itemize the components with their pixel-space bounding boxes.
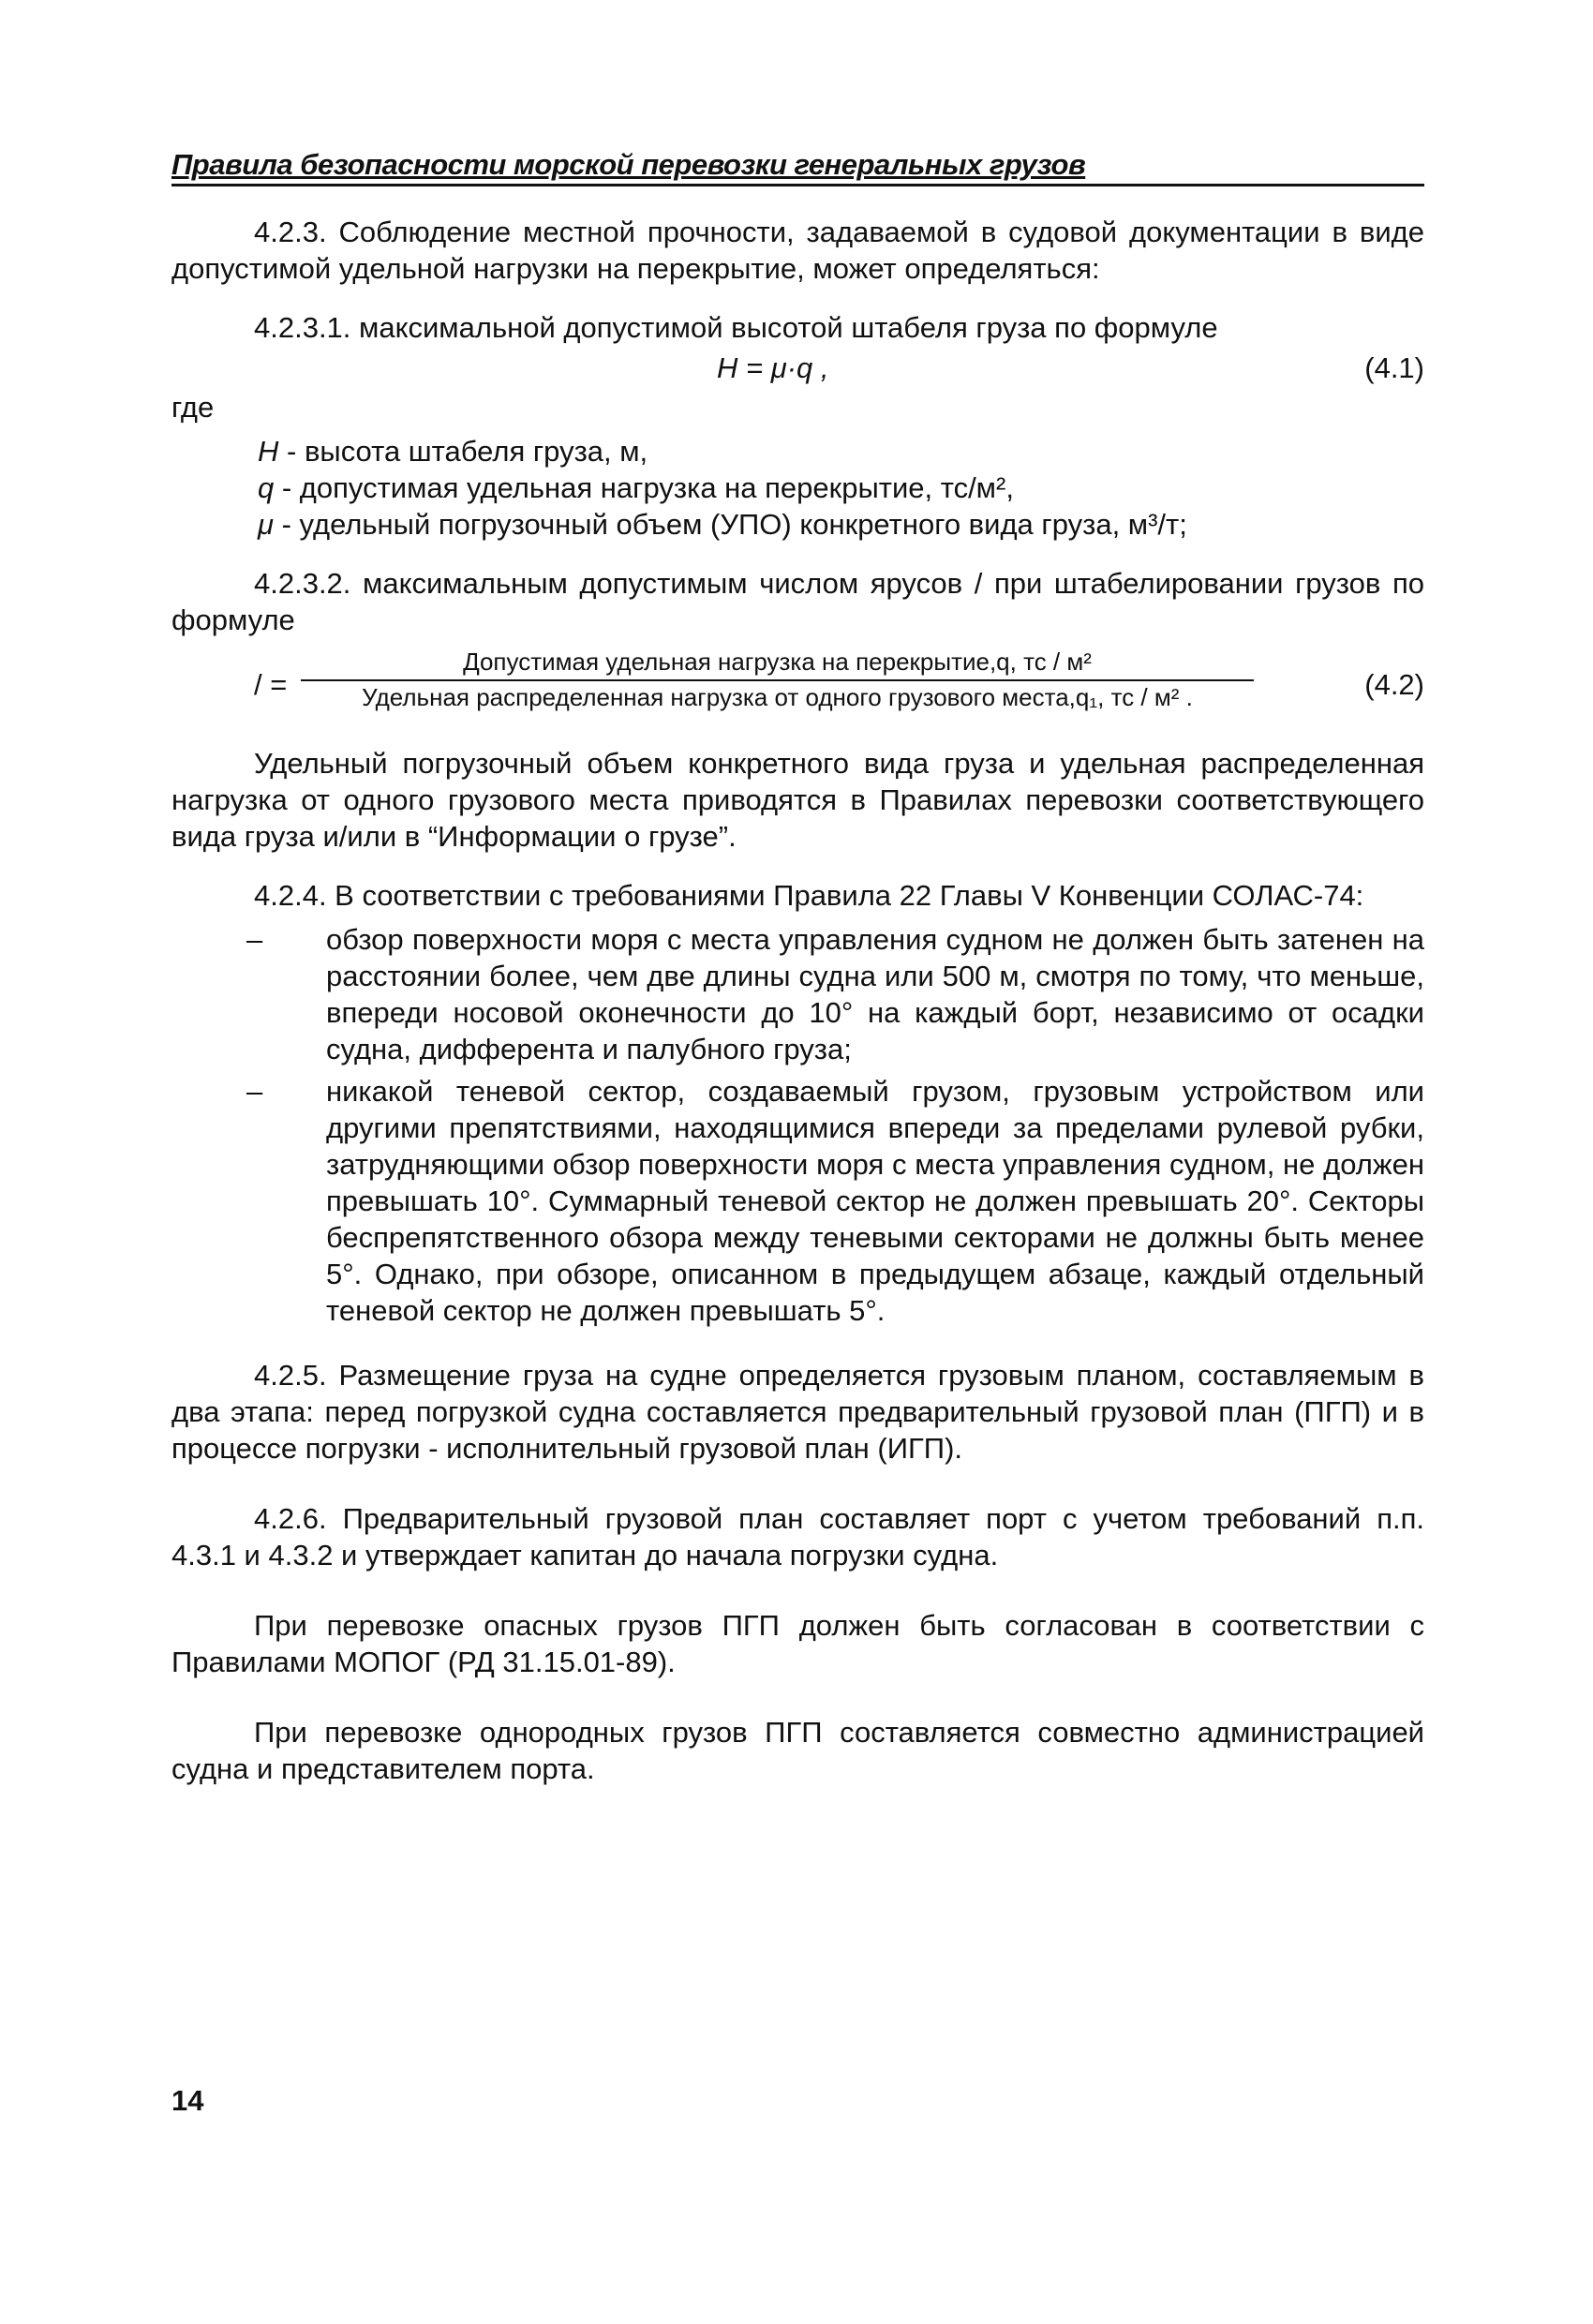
list-item (171, 1073, 1424, 1329)
paragraph-4-2-5: 4.2.5. Размещение груза на судне определяется грузовым планом, составляемым в два этапа: перед погрузкой судна составляется предварительный грузовой план (ПГП) и в процессе погрузки - исполнительный грузовой план (ИГП). (171, 1359, 1424, 1465)
formula-4-1-expression: H = μ·q , (717, 351, 829, 384)
where-label: где (171, 391, 215, 424)
formula-4-2-number: (4.2) (1364, 668, 1424, 701)
formula-4-2-numerator: Допустимая удельная нагрузка на перекрытие,q, тс / м² (301, 646, 1254, 681)
paragraph-4-2-4: 4.2.4. В соответствии с требованиями Правила 22 Главы V Конвенции СОЛАС-74: (254, 879, 1364, 912)
formula-4-2-denominator: Удельная распределенная нагрузка от одного грузового места,q₁, тс / м² . (362, 683, 1193, 711)
list-dash: – (246, 923, 263, 956)
page-body (171, 214, 1424, 1787)
formula-4-2-lhs: / = (254, 668, 288, 701)
definition-text: - допустимая удельная нагрузка на перекрытие, тс/м², (274, 471, 1014, 504)
definition-symbol: μ (258, 508, 274, 541)
list-item-text: обзор поверхности моря с места управления судном не должен быть затенен на расстоянии более, чем две длины судна или 500 м, смотря по тому, что меньше, впереди носовой оконечности до 10° на каждый борт, независимо от осадки судна, дифферента и палубного груза; (326, 923, 1424, 1065)
list-item (171, 921, 1424, 1067)
paragraph-4-2-6: 4.2.6. Предварительный грузовой план составляет порт с учетом требований п.п. 4.3.1 и 4.3.2 и утверждает капитан до начала погрузки судна. (171, 1502, 1424, 1572)
requirements-list (171, 921, 1424, 1329)
definition-text: - высота штабеля груза, м, (278, 435, 648, 468)
paragraph-4-2-3-1: 4.2.3.1. максимальной допустимой высотой штабеля груза по формуле (254, 311, 1218, 344)
list-item-text: никакой теневой сектор, создаваемый грузом, грузовым устройством или другими препятствиями, находящимися впереди за пределами рулевой рубки, затрудняющими обзор поверхности моря с места управления судном, не должен превышать 10°. Суммарный теневой сектор не должен превышать 20°. Секторы беспрепятственного обзора между теневыми секторами не должны быть менее 5°. Однако, при обзоре, описанном в предыдущем абзаце, каждый отдельный теневой сектор не должен превышать 5°. (326, 1075, 1424, 1327)
running-header: Правила безопасности морской перевозки генеральных грузов (171, 148, 1086, 181)
paragraph-4-2-3: 4.2.3. Соблюдение местной прочности, задаваемой в судовой документации в виде допустимой удельной нагрузки на перекрытие, может определяться: (171, 216, 1424, 285)
paragraph-upo: Удельный погрузочный объем конкретного вида груза и удельная распределенная нагрузка от одного грузового места приводятся в Правилах перевозки соответствующего вида груза и/или в “Информации о грузе”. (171, 747, 1424, 853)
definition-text: - удельный погрузочный объем (УПО) конкретного вида груза, м³/т; (273, 508, 1187, 541)
definition-symbol: q (258, 471, 275, 504)
paragraph-4-2-3-2: 4.2.3.2. максимальным допустимым числом ярусов / при штабелировании грузов по формуле (171, 567, 1424, 636)
definition-item (258, 433, 1424, 469)
list-dash: – (246, 1075, 263, 1108)
definition-item (258, 469, 1424, 506)
definition-item (258, 506, 1424, 543)
formula-4-2 (171, 638, 1424, 732)
paragraph-homogeneous-cargo: При перевозке однородных грузов ПГП составляется совместно администрацией судна и представителем порта. (171, 1716, 1424, 1785)
formula-4-1-number: (4.1) (1364, 351, 1424, 384)
formula-4-1 (171, 346, 1424, 389)
formula-4-2-fraction (301, 646, 1254, 713)
header-rule (171, 184, 1424, 186)
definition-symbol: H (258, 435, 279, 468)
definition-list (258, 433, 1424, 543)
paragraph-dangerous-cargo: При перевозке опасных грузов ПГП должен быть согласован в соответствии с Правилами МОПОГ (РД 31.15.01-89). (171, 1609, 1424, 1678)
page-number: 14 (171, 2084, 204, 2117)
